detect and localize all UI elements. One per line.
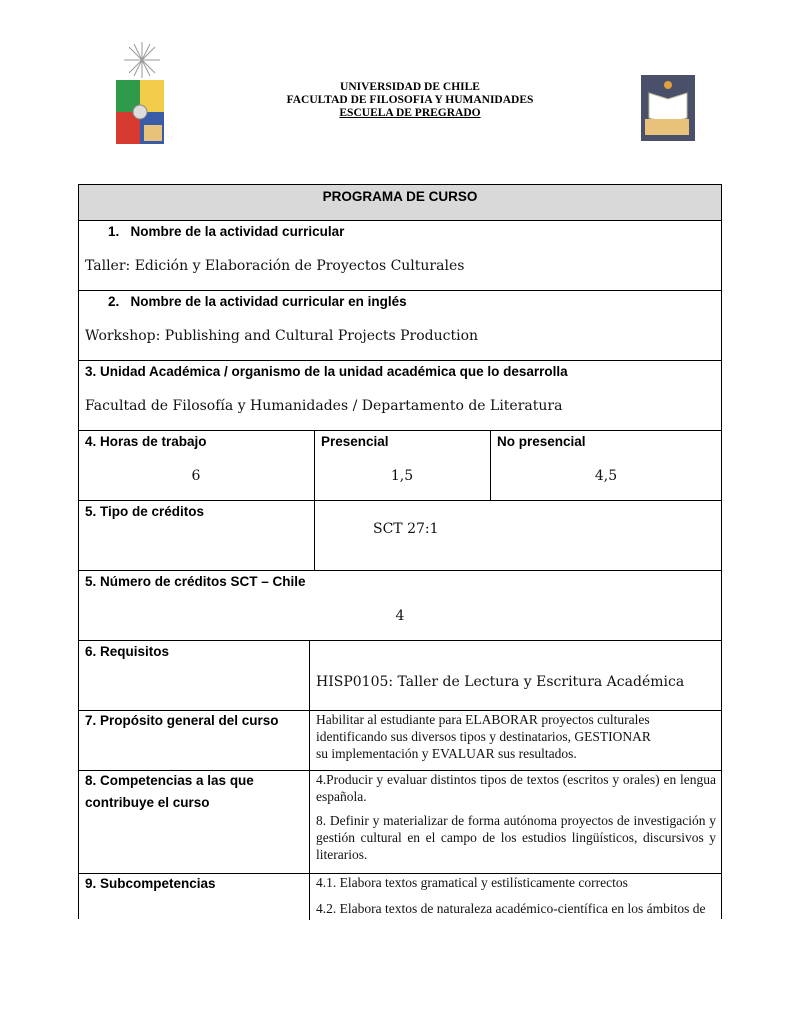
row2-label: 2. Nombre de la actividad curricular en inglés bbox=[108, 294, 407, 309]
row4-value: 6 bbox=[191, 468, 201, 484]
no-presencial-label: No presencial bbox=[497, 434, 586, 449]
row5-label: 5. Tipo de créditos bbox=[85, 504, 205, 519]
row1-label: 1. Nombre de la actividad curricular bbox=[108, 224, 345, 239]
row2-value: Workshop: Publishing and Cultural Projects Production bbox=[85, 328, 479, 344]
faculty-logo bbox=[639, 73, 697, 143]
row3-label: 3. Unidad Académica / organismo de la unidad académica que lo desarrolla bbox=[85, 364, 568, 379]
university-name: UNIVERSIDAD DE CHILE bbox=[340, 81, 480, 93]
row4-label: 4. Horas de trabajo bbox=[85, 434, 207, 449]
no-presencial-value: 4,5 bbox=[594, 468, 618, 484]
faculty-name: FACULTAD DE FILOSOFIA Y HUMANIDADES bbox=[286, 94, 534, 106]
universidad-de-chile-logo bbox=[112, 40, 172, 145]
row1-value: Taller: Edición y Elaboración de Proyectos Culturales bbox=[85, 258, 465, 274]
row9-paragraph1: 4.Producir y evaluar distintos tipos de textos (escritos y orales) en lengua española. bbox=[316, 772, 716, 804]
presencial-label: Presencial bbox=[321, 434, 389, 449]
school-name: ESCUELA DE PREGRADO bbox=[339, 107, 481, 119]
row10-label: 9. Subcompetencias bbox=[85, 876, 216, 891]
row5-value: SCT 27:1 bbox=[373, 521, 439, 537]
row7-value: HISP0105: Taller de Lectura y Escritura Académica bbox=[316, 674, 685, 690]
row9-paragraph2: 8. Definir y materializar de forma autónoma proyectos de investigación y gestión cultural en el campo de los estudios lingüísticos, discursivos y literarios. bbox=[316, 813, 716, 862]
row9-label-line1: 8. Competencias a las que bbox=[85, 773, 254, 788]
table-title: PROGRAMA DE CURSO bbox=[322, 189, 478, 204]
row7-label: 6. Requisitos bbox=[85, 644, 170, 659]
row10-paragraph2: 4.2. Elabora textos de naturaleza académico-científica en los ámbitos de bbox=[316, 901, 706, 916]
row6-value: 4 bbox=[395, 608, 405, 624]
presencial-value: 1,5 bbox=[390, 468, 414, 484]
row9-label-line2: contribuye el curso bbox=[85, 795, 210, 810]
row8-value: Habilitar al estudiante para ELABORAR proyectos culturales identificando sus diversos tipos y destinatarios, GESTIONAR su implementación y EVALUAR sus resultados. bbox=[316, 712, 651, 761]
row6-label: 5. Número de créditos SCT – Chile bbox=[85, 574, 306, 589]
row10-paragraph1: 4.1. Elabora textos gramatical y estilísticamente correctos bbox=[316, 875, 628, 890]
row8-label: 7. Propósito general del curso bbox=[85, 713, 279, 728]
row3-value: Facultad de Filosofía y Humanidades / Departamento de Literatura bbox=[85, 398, 563, 414]
